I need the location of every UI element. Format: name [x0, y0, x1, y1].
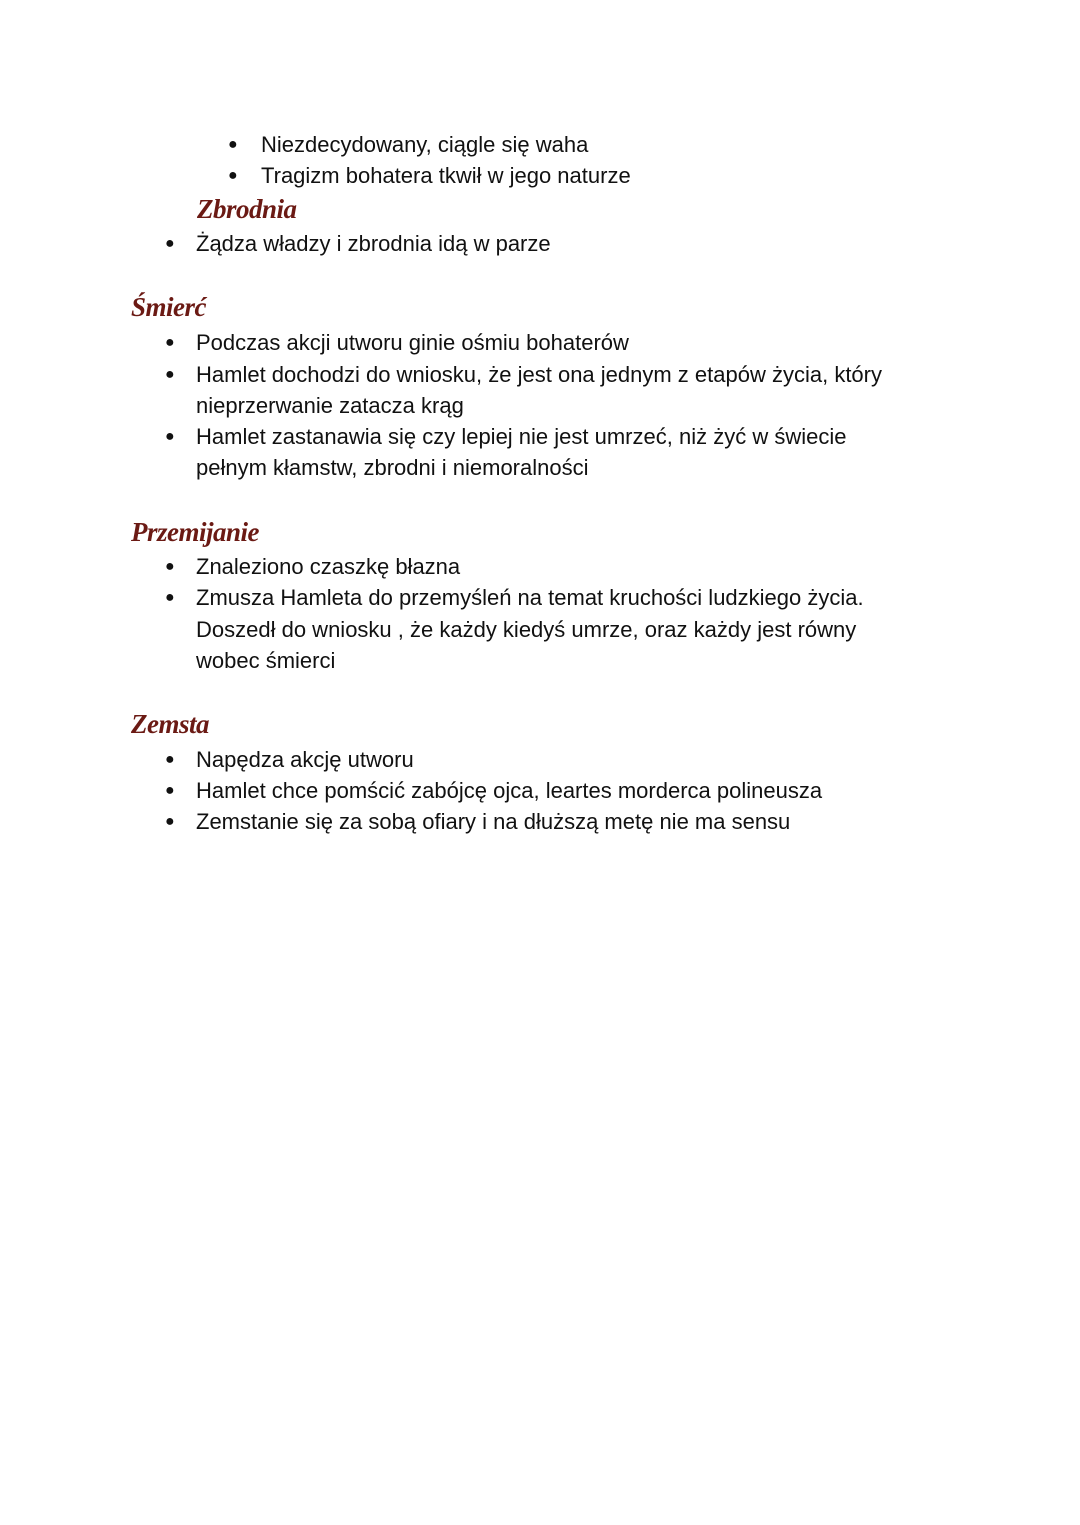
list-item-continuation: pełnym kłamstw, zbrodni i niemoralności [196, 455, 589, 480]
list-item: Hamlet dochodzi do wniosku, że jest ona jednym z etapów życia, który [196, 362, 882, 387]
bullet-icon: ● [165, 366, 175, 383]
bullet-icon: ● [165, 782, 175, 799]
list-item: Zmusza Hamleta do przemyśleń na temat kruchości ludzkiego życia. [196, 585, 864, 610]
bullet-icon: ● [228, 136, 238, 153]
list-item: Żądza władzy i zbrodnia idą w parze [196, 231, 551, 256]
bullet-icon: ● [165, 428, 175, 445]
list-item: Napędza akcję utworu [196, 747, 414, 772]
section-heading: Przemijanie [131, 517, 259, 547]
list-item: Znaleziono czaszkę błazna [196, 554, 461, 579]
bullet-icon: ● [228, 167, 238, 184]
section-heading: Zbrodnia [197, 194, 297, 224]
list-item: Hamlet zastanawia się czy lepiej nie jest umrzeć, niż żyć w świecie [196, 424, 847, 449]
bullet-icon: ● [165, 235, 175, 252]
list-item: Podczas akcji utworu ginie ośmiu bohaterów [196, 330, 629, 355]
bullet-icon: ● [165, 751, 175, 768]
list-item: Tragizm bohatera tkwił w jego naturze [261, 163, 631, 188]
list-item: Niezdecydowany, ciągle się waha [261, 132, 589, 157]
list-item-continuation: nieprzerwanie zatacza krąg [196, 393, 464, 418]
bullet-icon: ● [165, 813, 175, 830]
list-item: Hamlet chce pomścić zabójcę ojca, leartes morderca polineusza [196, 778, 823, 803]
section-heading: Zemsta [131, 709, 209, 739]
bullet-icon: ● [165, 558, 175, 575]
section-heading: Śmierć [131, 292, 206, 322]
list-item: Zemstanie się za sobą ofiary i na dłuższą metę nie ma sensu [196, 809, 791, 834]
bullet-icon: ● [165, 334, 175, 351]
list-item-continuation: wobec śmierci [196, 648, 336, 673]
bullet-icon: ● [165, 589, 175, 606]
list-item-continuation: Doszedł do wniosku , że każdy kiedyś umrze, oraz każdy jest równy [196, 617, 857, 642]
